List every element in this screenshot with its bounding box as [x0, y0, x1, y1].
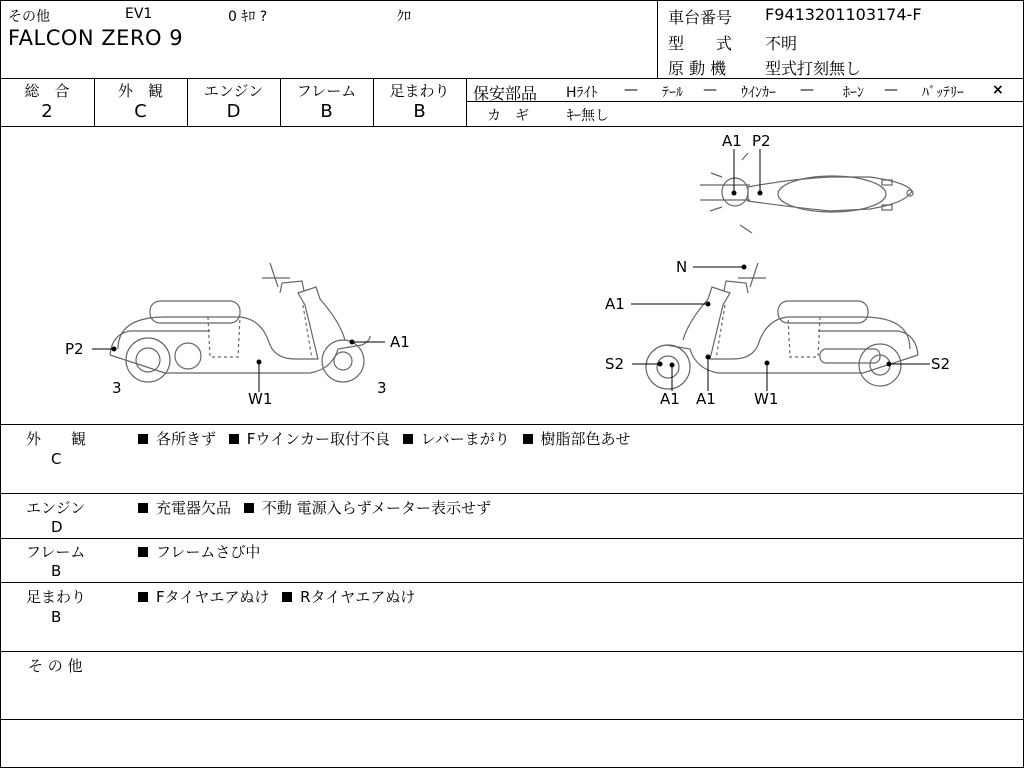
grade-value-engine: D	[226, 101, 241, 122]
left-side-view-scooter	[110, 263, 370, 382]
notes-rule	[0, 719, 1024, 720]
safety-tail-name: ﾃｰﾙ	[662, 85, 683, 101]
bullet-square	[138, 434, 148, 444]
grade-label-suspension: 足まわり	[389, 82, 450, 100]
safety-horn-name: ﾎｰﾝ	[843, 85, 864, 101]
key-label: カ ギ	[487, 108, 529, 124]
notes-rule	[0, 582, 1024, 583]
label-right-w1: W1	[754, 390, 779, 408]
engine-value: 型式打刻無し	[765, 59, 862, 78]
note-label-suspension: 足まわり	[26, 588, 87, 606]
label-left-rear-tire: 3	[112, 379, 122, 397]
label-top-a1: A1	[722, 132, 742, 150]
grade-label-engine: エンジン	[203, 82, 264, 100]
note-item: Fタイヤエアぬけ	[156, 588, 270, 606]
safety-horn-value: —	[884, 82, 898, 98]
note-label-exterior: 外 観	[26, 430, 87, 448]
frame-no-value: F9413201103174-F	[765, 5, 922, 24]
label-left-w1: W1	[248, 390, 273, 408]
note-item: 充電器欠品	[156, 499, 232, 517]
grade-label-frame: フレーム	[296, 82, 357, 100]
label-right-s2-left: S2	[605, 355, 625, 373]
label-right-n: N	[676, 258, 688, 276]
note-grade-engine: D	[51, 518, 63, 536]
label-right-s2-right: S2	[931, 355, 951, 373]
safety-battery-value: ×	[992, 82, 1004, 98]
damage-diagram	[0, 127, 1024, 424]
note-items-exterior	[138, 428, 631, 449]
note-item: レバーまがり	[420, 430, 510, 448]
note-grade-suspension: B	[51, 608, 62, 626]
bullet-square	[523, 434, 533, 444]
safety-headlight-name: Hﾗｲﾄ	[566, 85, 598, 101]
mileage: 0 ｷﾛ ?	[228, 9, 268, 25]
model-code: EV1	[125, 6, 153, 22]
grade-value-exterior: C	[134, 101, 147, 122]
right-side-view-scooter	[646, 263, 918, 389]
color: ｸﾛ	[397, 9, 411, 25]
note-label-other: そ の 他	[28, 657, 83, 675]
note-item: 各所きず	[156, 430, 217, 448]
note-grade-exterior: C	[51, 450, 62, 468]
grade-divider	[466, 78, 467, 126]
key-value: ｷｰ無し	[567, 108, 609, 124]
other-label: その他	[8, 9, 50, 25]
engine-label: 原 動 機	[668, 59, 727, 78]
note-label-engine: エンジン	[26, 499, 86, 517]
grade-value-suspension: B	[413, 101, 426, 122]
label-right-a1: A1	[605, 295, 625, 313]
grade-label-exterior: 外 観	[117, 82, 163, 100]
notes-rule	[0, 538, 1024, 539]
note-item: 樹脂部色あせ	[540, 430, 631, 448]
label-top-p2: P2	[752, 132, 771, 150]
note-items-suspension	[138, 586, 415, 607]
model-name: FALCON ZERO 9	[8, 26, 184, 50]
label-right-a1-bottom-1: A1	[660, 390, 680, 408]
notes-rule	[0, 651, 1024, 652]
grade-value-overall: 2	[41, 101, 53, 122]
type-value: 不明	[765, 34, 798, 53]
safety-headlight-value: —	[624, 82, 638, 98]
header-rule	[0, 78, 1024, 79]
safety-battery-name: ﾊﾞｯﾃﾘｰ	[922, 85, 964, 101]
note-item: フレームさび中	[156, 543, 261, 561]
bullet-square	[282, 592, 292, 602]
diagram-rule	[0, 424, 1024, 425]
note-item: 不動 電源入らずメーター表示せず	[261, 499, 491, 517]
note-item: Rタイヤエアぬけ	[300, 588, 416, 606]
bullet-square	[138, 503, 148, 513]
note-label-frame: フレーム	[26, 543, 86, 561]
grade-value-frame: B	[320, 101, 333, 122]
header-divider	[657, 0, 658, 78]
bullet-square	[229, 434, 239, 444]
frame-no-label: 車台番号	[668, 8, 733, 27]
safety-winker-name: ｳｲﾝｶｰ	[741, 85, 776, 101]
bullet-square	[244, 503, 254, 513]
note-grade-frame: B	[51, 562, 62, 580]
label-left-front-tire: 3	[377, 379, 387, 397]
grade-label-overall: 総 合	[24, 82, 70, 100]
type-label: 型 式	[668, 34, 733, 53]
safety-winker-value: —	[800, 82, 814, 98]
bullet-square	[403, 434, 413, 444]
note-items-engine	[138, 497, 491, 518]
label-left-p2: P2	[65, 340, 84, 358]
bullet-square	[138, 547, 148, 557]
label-left-a1: A1	[390, 333, 410, 351]
notes-rule	[0, 493, 1024, 494]
note-item: Fウインカー取付不良	[246, 430, 390, 448]
safety-label: 保安部品	[473, 84, 538, 103]
label-right-a1-bottom-2: A1	[696, 390, 716, 408]
safety-tail-value: —	[703, 82, 717, 98]
bullet-square	[138, 592, 148, 602]
note-items-frame	[138, 541, 260, 562]
